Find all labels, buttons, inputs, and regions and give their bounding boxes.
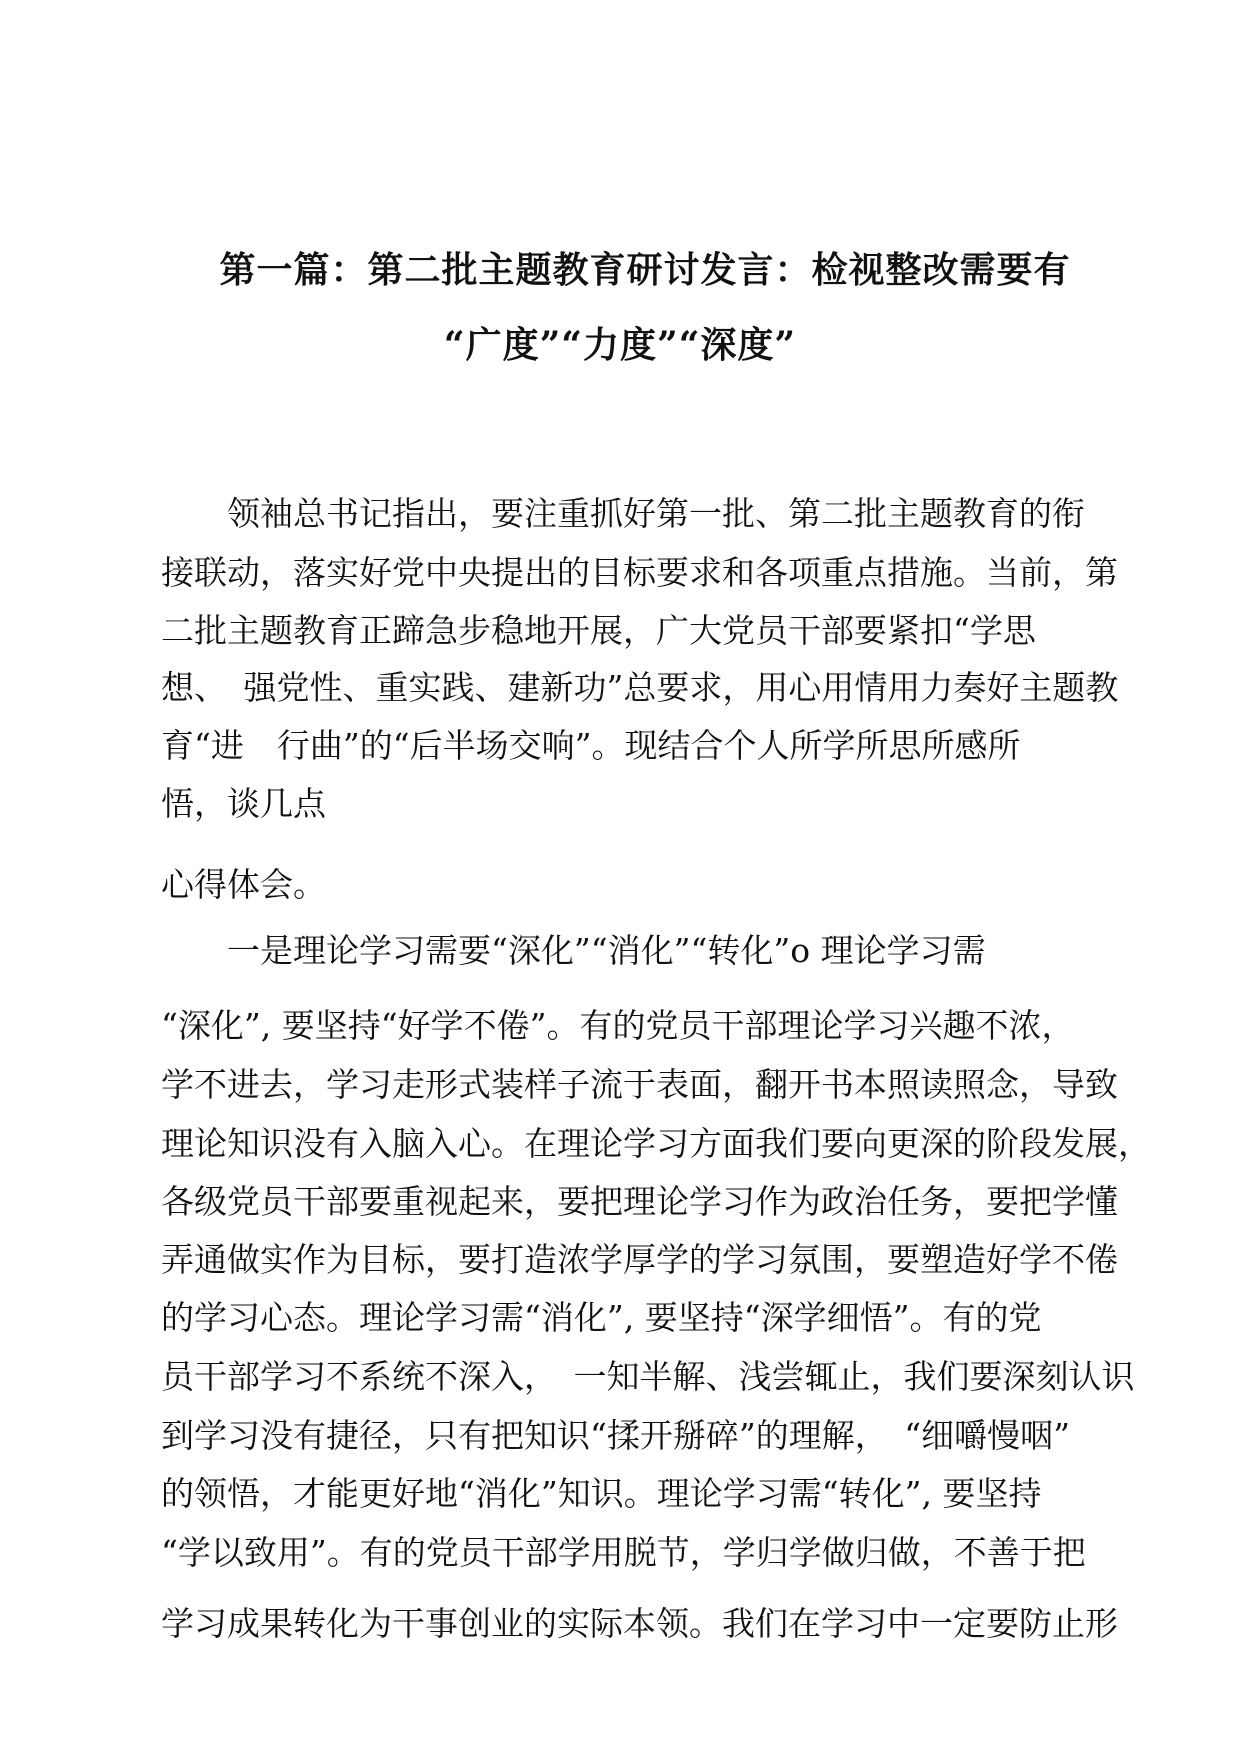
body-line: 各级党员干部要重视起来，要把理论学习作为政治任务，要把学懂 [161,1182,1118,1221]
document-title-line-1: 第一篇：第二批主题教育研讨发言：检视整改需要有 [219,249,1071,291]
body-line: 接联动，落实好党中央提出的目标要求和各项重点措施。当前，第 [161,553,1118,592]
body-line: 一是理论学习需要“深化”“消化”“转化”o 理论学习需 [161,931,986,970]
body-line: 理论知识没有入脑入心。在理论学习方面我们要向更深的阶段发展， [161,1124,1151,1163]
body-line: 悟，谈几点 [161,784,326,823]
body-line: 想、 强党性、重实践、建新功”总要求，用心用情用力奏好主题教 [161,668,1119,707]
body-line: 领袖总书记指出，要注重抓好第一批、第二批主题教育的衔 [161,494,1085,533]
body-line: 的学习心态。理论学习需“消化”, 要坚持“深学细悟”。有的党 [161,1298,1042,1337]
body-line: 员干部学习不系统不深入， 一知半解、浅尝辄止，我们要深刻认识 [161,1357,1135,1396]
body-line: 弄通做实作为目标，要打造浓学厚学的学习氛围，要塑造好学不倦 [161,1240,1118,1279]
document-title-line-2: “广度”“力度”“深度” [443,324,797,366]
body-line: 的领悟，才能更好地“消化”知识。理论学习需“转化”, 要坚持 [161,1474,1042,1513]
body-line: 心得体会。 [161,865,326,904]
body-line: 育“进 行曲”的“后半场交响”。现结合个人所学所思所感所 [161,726,1021,765]
body-line: 到学习没有捷径，只有把知识“揉开掰碎”的理解， “细嚼慢咽” [161,1416,1070,1455]
body-line: “学以致用”。有的党员干部学用脱节，学归学做归做，不善于把 [161,1533,1086,1572]
body-line: 学习成果转化为干事创业的实际本领。我们在学习中一定要防止形 [161,1604,1118,1643]
body-line: 二批主题教育正蹄急步稳地开展，广大党员干部要紧扣“学思 [161,611,1036,650]
body-line: “深化”, 要坚持“好学不倦”。有的党员干部理论学习兴趣不浓， [161,1006,1075,1045]
body-line: 学不进去，学习走形式装样子流于表面，翻开书本照读照念，导致 [161,1065,1118,1104]
